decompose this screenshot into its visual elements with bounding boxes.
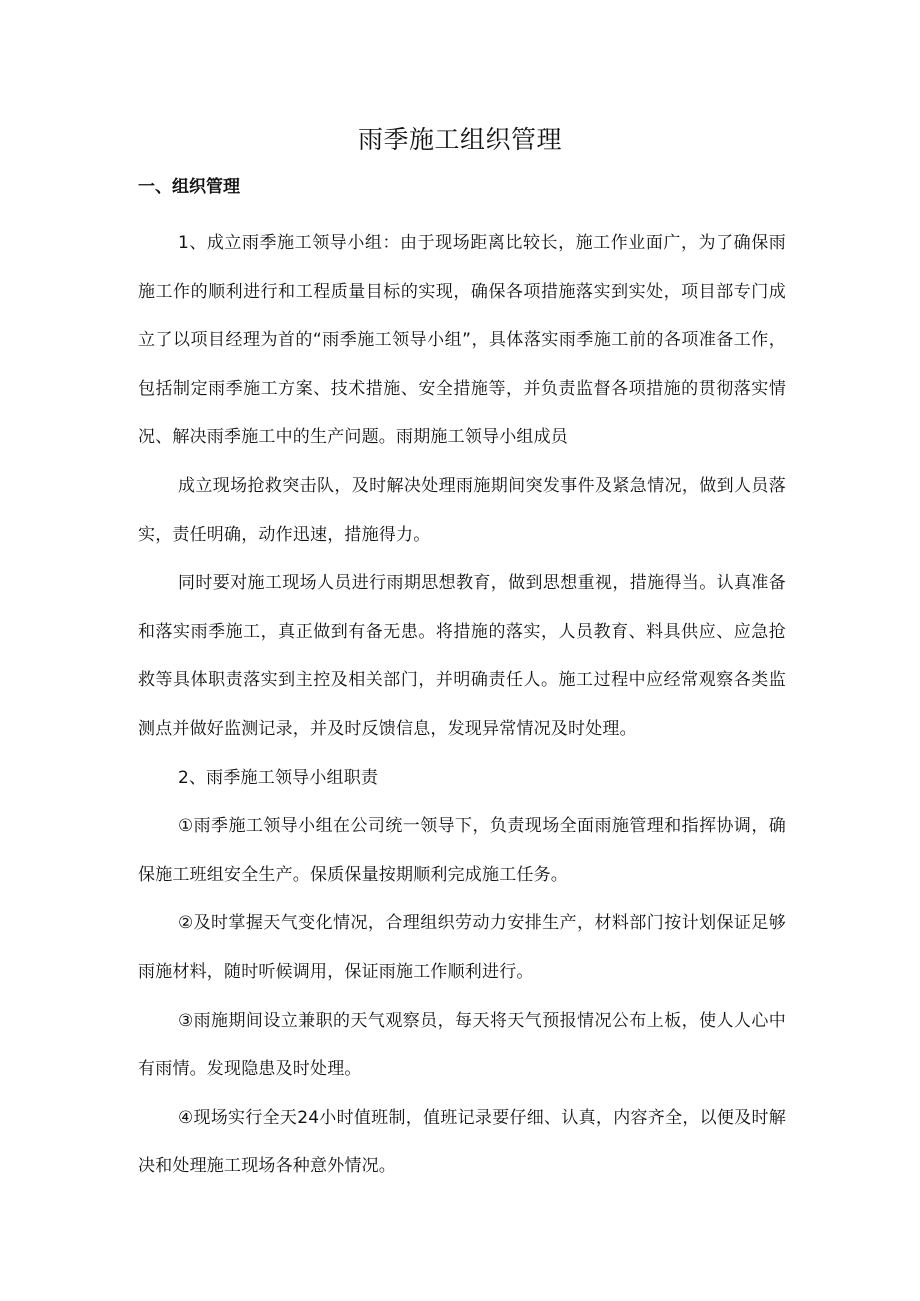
document-body [138,219,786,1191]
paragraph-duty-4: ④现场实行全天24小时值班制，值班记录要仔细、认真，内容齐全，以便及时解决和处理施工现场各种意外情况。 [138,1107,786,1177]
paragraph-leadership-group: 1、成立雨季施工领导小组：由于现场距离比较长，施工作业面广，为了确保雨施工作的顺利进行和工程质量目标的实现，确保各项措施落实到实处，项目部专门成立了以项目经理为首的“雨季施工领导小组”，具体落实雨季施工前的各项准备工作，包括制定雨季施工方案、技术措施、安全措施等，并负责监督各项措施的贯彻落实情况、解决雨季施工中的生产问题。雨期施工领导小组成员 [138,233,786,448]
paragraph-duty-2: ②及时掌握天气变化情况，合理组织劳动力安排生产，材料部门按计划保证足够雨施材料，随时听候调用，保证雨施工作顺利进行。 [138,913,786,982]
paragraph-duty-3: ③雨施期间设立兼职的天气观察员，每天将天气预报情况公布上板，使人人心中有雨情。发现隐患及时处理。 [138,1010,786,1080]
paragraph-education: 同时要对施工现场人员进行雨期思想教育，做到思想重视，措施得当。认真准备和落实雨季施工，真正做到有备无患。将措施的落实，人员教育、料具供应、应急抢救等具体职责落实到主控及相关部门，并明确责任人。施工过程中应经常观察各类监测点并做好监测记录，并及时反馈信息，发现异常情况及时处理。 [138,573,786,739]
paragraph-duty-1: ①雨季施工领导小组在公司统一领导下，负责现场全面雨施管理和指挥协调，确保施工班组安全生产。保质保量按期顺利完成施工任务。 [138,816,786,885]
document-title: 雨季施工组织管理 [357,125,562,154]
paragraph-duties-heading: 2、雨季施工领导小组职责 [177,767,379,788]
section-heading: 一、组织管理 [138,177,240,197]
paragraph-rescue-team: 成立现场抢救突击队，及时解决处理雨施期间突发事件及紧急情况，做到人员落实，责任明确，动作迅速，措施得力。 [138,475,786,545]
